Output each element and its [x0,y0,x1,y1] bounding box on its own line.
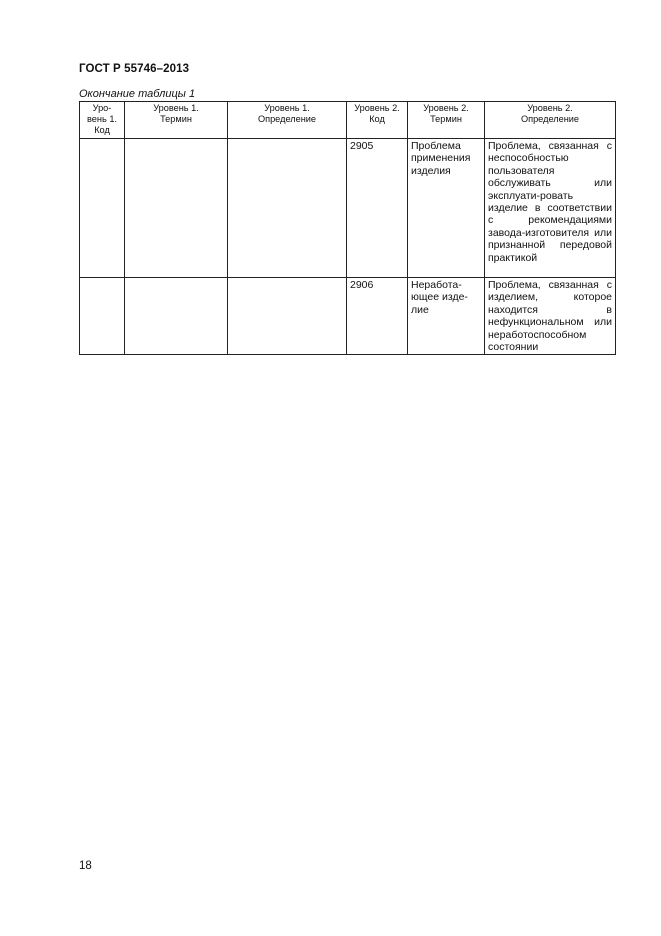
column-header-level2-term: Уровень 2. Термин [408,102,485,139]
cell-level1-code [80,139,125,278]
cell-level1-definition [228,139,347,278]
cell-level1-term [125,139,228,278]
cell-level2-definition: Проблема, связанная с изделием, которое находится в нефункциональном или неработоспособном состоянии [485,278,616,355]
column-header-level2-definition: Уровень 2. Определение [485,102,616,139]
column-header-level1-definition: Уровень 1. Определение [228,102,347,139]
table-row [80,139,616,278]
table-caption: Окончание таблицы 1 [79,88,196,100]
column-header-level1-term: Уровень 1. Термин [125,102,228,139]
cell-level1-code [80,278,125,355]
page-number: 18 [79,860,92,872]
cell-level1-definition [228,278,347,355]
column-header-level2-code: Уровень 2. Код [347,102,408,139]
cell-level2-code: 2905 [347,139,408,278]
cell-level2-term: Неработающее изделие [408,278,485,355]
cell-level2-code: 2906 [347,278,408,355]
column-header-level1-code: Уро- вень 1. Код [80,102,125,139]
terms-table [79,101,616,355]
table-row [80,278,616,355]
document-designation: ГОСТ Р 55746–2013 [79,63,190,75]
cell-level2-term: Проблема применения изделия [408,139,485,278]
table-header-row [80,102,616,139]
cell-level2-definition: Проблема, связанная с неспособностью пользователя обслуживать или эксплуати-ровать изделие в соответствии с рекомендациями завода-изготовителя или признанной передовой практикой [485,139,616,278]
cell-level1-term [125,278,228,355]
